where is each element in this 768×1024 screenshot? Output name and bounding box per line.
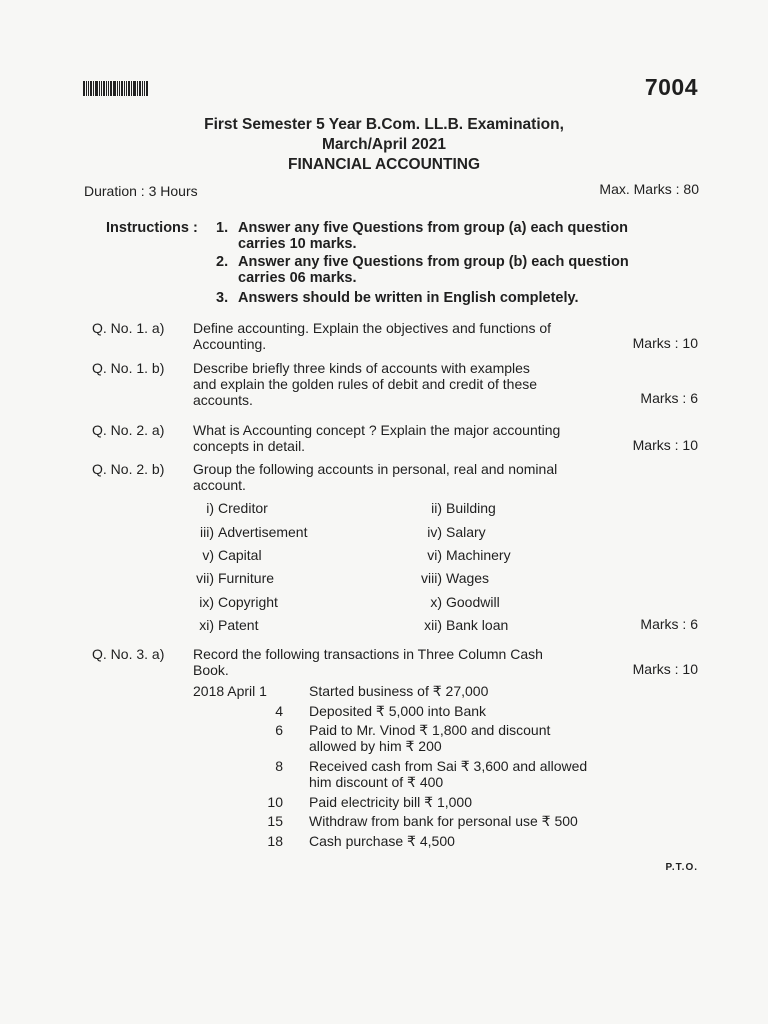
transaction-date: 2018 April 1 <box>193 683 267 699</box>
question-1a: Q. No. 1. a) Define accounting. Explain the objectives and functions of Accounting. <box>92 320 552 352</box>
instruction-item: 2. Answer any five Questions from group (b) each question carries 06 marks. <box>216 254 629 286</box>
account-item: iii) Advertisement <box>200 524 308 540</box>
instruction-item: 1. Answer any five Questions from group (a) each question carries 10 marks. <box>216 220 628 252</box>
exam-title: First Semester 5 Year B.Com. LL.B. Examination, <box>204 116 564 133</box>
account-item: viii) Wages <box>421 570 490 586</box>
question-2b: Q. No. 2. b) Group the following accounts in personal, real and nominal account. <box>92 461 558 493</box>
question-label: Q. No. 3. a) <box>92 646 165 662</box>
transaction-text: Cash purchase ₹ 4,500 <box>309 833 455 849</box>
transaction-text: Paid to Mr. Vinod ₹ 1,800 and discount allowed by him ₹ 200 <box>309 722 551 754</box>
question-label: Q. No. 1. a) <box>92 320 165 336</box>
account-item: v) Capital <box>202 547 262 563</box>
transaction-text: Deposited ₹ 5,000 into Bank <box>309 703 487 719</box>
account-item: vii) Furniture <box>196 570 275 586</box>
question-marks: Marks : 6 <box>640 390 698 406</box>
pto-label: P.T.O. <box>665 862 698 873</box>
transaction-text: Received cash from Sai ₹ 3,600 and allowed him discount of ₹ 400 <box>309 758 588 790</box>
question-label: Q. No. 1. b) <box>92 360 165 376</box>
paper-code: 7004 <box>644 74 698 100</box>
account-item: x) Goodwill <box>430 594 500 610</box>
account-item: iv) Salary <box>427 524 486 540</box>
question-marks: Marks : 10 <box>632 661 698 677</box>
transaction-text: Withdraw from bank for personal use ₹ 500 <box>309 813 578 829</box>
question-label: Q. No. 2. b) <box>92 461 165 477</box>
question-marks: Marks : 10 <box>632 437 698 453</box>
account-item: vi) Machinery <box>427 547 511 563</box>
instruction-item: 3. Answers should be written in English completely. <box>216 290 579 306</box>
max-marks: Max. Marks : 80 <box>599 181 699 197</box>
instructions-label: Instructions : <box>106 220 198 236</box>
question-label: Q. No. 2. a) <box>92 422 165 438</box>
exam-session: March/April 2021 <box>321 136 447 153</box>
transaction-text: Started business of ₹ 27,000 <box>309 683 489 699</box>
account-item: ii) Building <box>431 500 496 516</box>
question-2a: Q. No. 2. a) What is Accounting concept ? Explain the major accounting concepts in detail. <box>92 422 561 454</box>
transaction-date: 15 <box>267 813 283 829</box>
duration: Duration : 3 Hours <box>84 183 198 199</box>
account-item: xii) Bank loan <box>424 617 509 633</box>
transaction-date: 6 <box>275 722 283 738</box>
account-item: xi) Patent <box>199 617 259 633</box>
transaction-date: 10 <box>267 794 283 810</box>
subject-title: FINANCIAL ACCOUNTING <box>287 156 481 173</box>
question-marks: Marks : 10 <box>632 335 698 351</box>
question-1b: Q. No. 1. b) Describe briefly three kinds of accounts with examples and explain the golden rules of debit and credit of these accounts. <box>92 360 538 408</box>
transaction-date: 8 <box>275 758 283 774</box>
barcode <box>83 81 161 96</box>
question-3a: Q. No. 3. a) Record the following transactions in Three Column Cash Book. <box>92 646 543 678</box>
account-item: ix) Copyright <box>199 594 278 610</box>
question-marks: Marks : 6 <box>640 616 698 632</box>
account-item: i) Creditor <box>206 500 268 516</box>
transaction-date: 4 <box>275 703 283 719</box>
transaction-date: 18 <box>267 833 283 849</box>
transaction-text: Paid electricity bill ₹ 1,000 <box>309 794 472 810</box>
